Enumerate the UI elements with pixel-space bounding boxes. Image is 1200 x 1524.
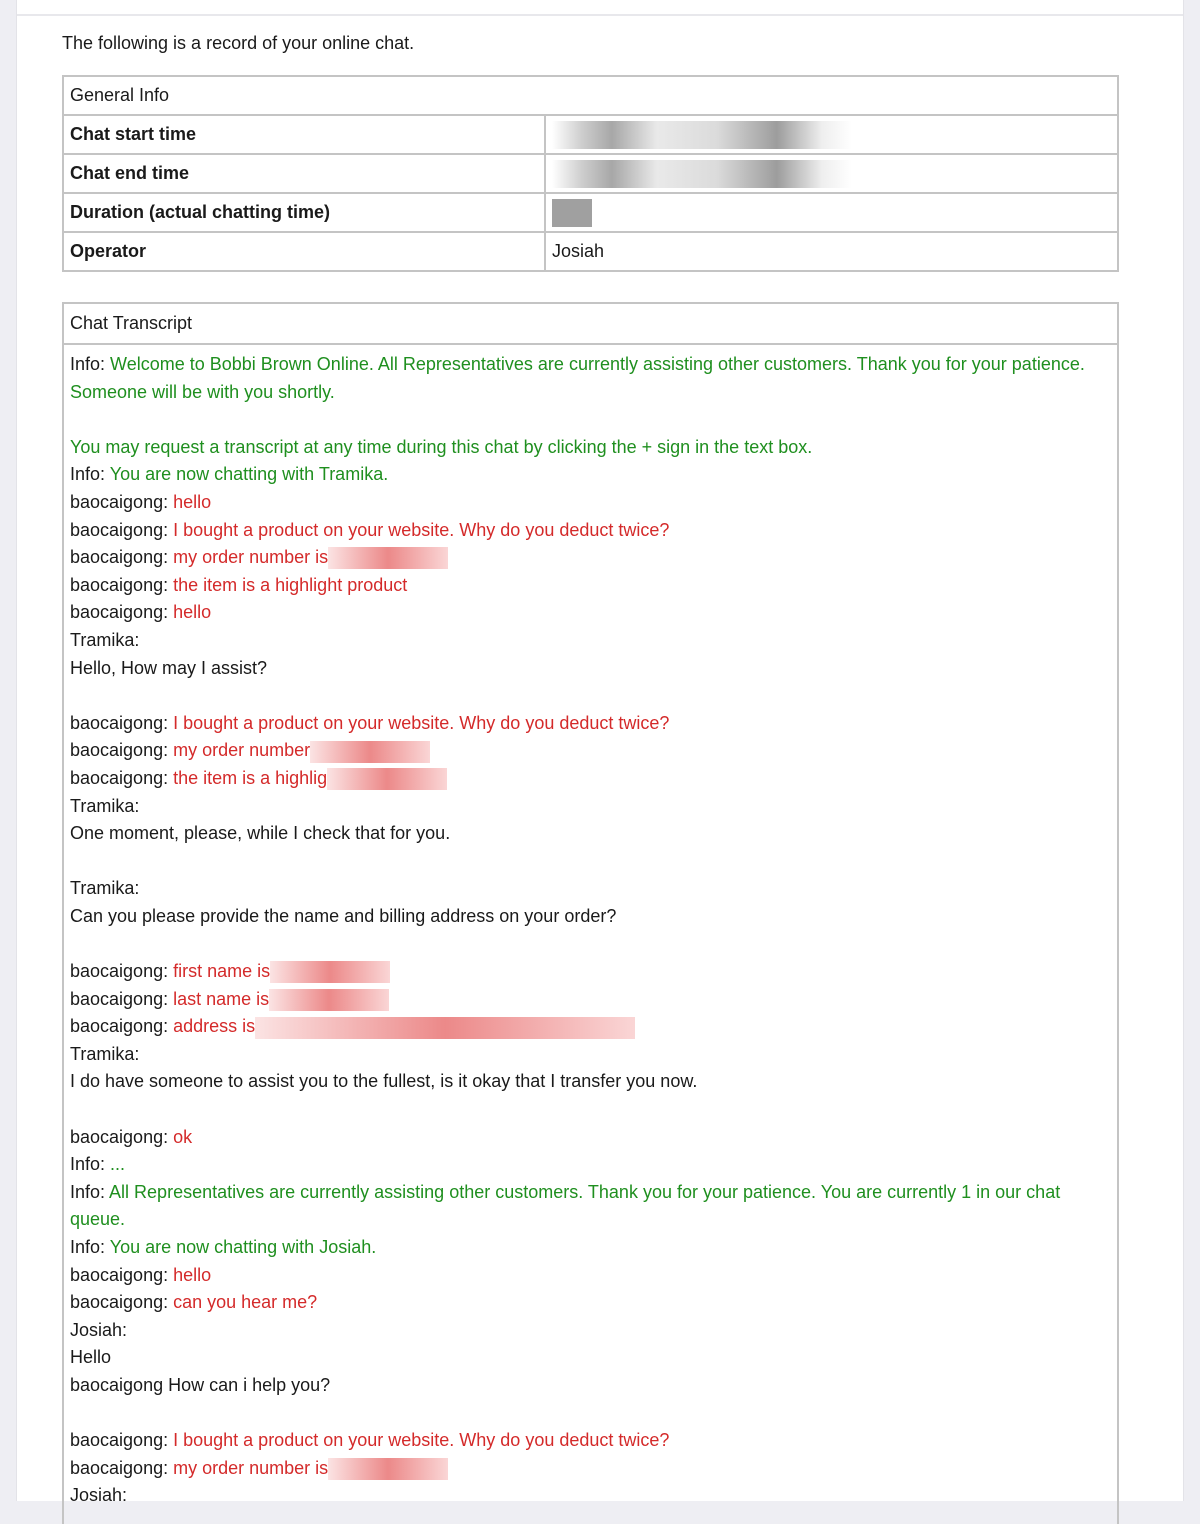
message-text: can you hear me?	[173, 1292, 318, 1313]
speaker-label: Info:	[70, 1181, 106, 1202]
speaker-label: baocaigong:	[70, 1016, 169, 1037]
message-text: hello	[173, 491, 212, 512]
transcript-line	[70, 627, 1111, 655]
speaker-label: baocaigong:	[70, 491, 169, 512]
message-text: Hello, How may I assist?	[70, 657, 268, 678]
message-text: ok	[173, 1126, 193, 1147]
transcript-line	[70, 434, 1111, 462]
speaker-label: baocaigong:	[70, 602, 169, 623]
info-row-operator	[63, 232, 1118, 271]
message-text: I bought a product on your website. Why do you deduct twice?	[173, 712, 670, 733]
message-text: my order number is	[173, 547, 329, 568]
speaker-label: baocaigong:	[70, 740, 169, 761]
transcript-line	[70, 572, 1111, 600]
info-value-redacted	[545, 115, 1118, 154]
message-text: You are now chatting with Josiah.	[109, 1237, 377, 1257]
transcript-line	[70, 793, 1111, 821]
transcript-line	[70, 1262, 1111, 1290]
message-text: last name is	[173, 988, 270, 1009]
transcript-line	[70, 1013, 1111, 1041]
message-text: address is	[173, 1016, 256, 1037]
transcript-line	[70, 461, 1111, 489]
transcript-line	[70, 710, 1111, 738]
transcript-line	[70, 655, 1111, 683]
speaker-label: baocaigong:	[70, 988, 169, 1009]
info-label: Chat start time	[63, 115, 545, 154]
transcript-line	[70, 1344, 1111, 1372]
transcript-line	[70, 765, 1111, 793]
top-bar	[17, 0, 1183, 16]
message-text: hello	[173, 602, 212, 623]
speaker-label: Info:	[70, 1237, 106, 1257]
redaction-mark	[552, 121, 852, 149]
transcript-title: Chat Transcript	[64, 304, 1117, 345]
redaction-mark	[327, 768, 447, 790]
transcript-line	[70, 820, 1111, 848]
message-text: You are now chatting with Tramika.	[109, 464, 389, 485]
redaction-mark	[328, 547, 448, 569]
speaker-label: baocaigong:	[70, 712, 169, 733]
transcript-line	[70, 1151, 1111, 1179]
transcript-line	[70, 1482, 1111, 1510]
transcript-body	[64, 345, 1117, 1510]
speaker-label: Josiah:	[70, 1485, 128, 1506]
message-text: my order number	[173, 740, 311, 761]
speaker-label: Tramika:	[70, 1043, 140, 1064]
intro-text: The following is a record of your online chat.	[62, 33, 415, 53]
transcript-line	[70, 958, 1111, 986]
speaker-label: Tramika:	[70, 878, 140, 899]
transcript-line	[70, 517, 1111, 545]
blank-line	[70, 1400, 1111, 1428]
speaker-label: Info:	[70, 464, 106, 485]
speaker-label: baocaigong:	[70, 1430, 169, 1451]
info-row-start-time	[63, 115, 1118, 154]
redaction-mark	[552, 199, 592, 227]
speaker-label: Josiah:	[70, 1319, 128, 1340]
speaker-label: Tramika:	[70, 795, 140, 816]
speaker-label: baocaigong:	[70, 767, 169, 788]
message-text: Welcome to Bobbi Brown Online. All Representatives are currently assisting other customers. Thank you for your patience. Someone will be with you shortly.	[70, 354, 1085, 402]
message-text: You may request a transcript at any time during this chat by clicking the + sign in the text box.	[70, 436, 813, 457]
speaker-label: baocaigong:	[70, 519, 169, 540]
transcript-line	[70, 986, 1111, 1014]
message-text: I bought a product on your website. Why do you deduct twice?	[173, 519, 670, 540]
info-row-duration	[63, 193, 1118, 232]
transcript-line	[70, 875, 1111, 903]
transcript-line	[70, 599, 1111, 627]
chat-record-page	[16, 0, 1184, 1506]
general-info-table	[62, 75, 1119, 272]
redaction-mark	[255, 1017, 635, 1039]
speaker-label: baocaigong:	[70, 547, 169, 568]
blank-line	[70, 1096, 1111, 1124]
info-label: Operator	[63, 232, 545, 271]
info-label: Chat end time	[63, 154, 545, 193]
redaction-mark	[552, 160, 852, 188]
transcript-line	[70, 1041, 1111, 1069]
message-text: Can you please provide the name and billing address on your order?	[70, 905, 617, 926]
speaker-label: baocaigong:	[70, 1457, 169, 1478]
message-text: ...	[110, 1154, 126, 1175]
message-text: All Representatives are currently assisting other customers. Thank you for your patience. You are currently 1 in our chat queue.	[70, 1181, 1061, 1230]
message-text: hello	[173, 1264, 212, 1285]
transcript-line	[70, 1179, 1111, 1234]
blank-line	[70, 848, 1111, 876]
transcript-line	[70, 489, 1111, 517]
speaker-label: baocaigong:	[70, 1264, 169, 1285]
message-text: One moment, please, while I check that for you.	[70, 823, 451, 844]
chat-transcript	[62, 302, 1119, 1524]
transcript-line	[70, 1234, 1111, 1262]
redaction-mark	[270, 961, 390, 983]
general-info-title: General Info	[63, 76, 1118, 115]
transcript-line	[70, 1455, 1111, 1483]
redaction-mark	[269, 989, 389, 1011]
transcript-line	[70, 1068, 1111, 1096]
transcript-line	[70, 737, 1111, 765]
redaction-mark	[328, 1458, 448, 1480]
message-text: I do have someone to assist you to the fullest, is it okay that I transfer you now.	[70, 1071, 698, 1092]
transcript-line	[70, 1124, 1111, 1152]
info-row-end-time	[63, 154, 1118, 193]
transcript-line	[70, 1317, 1111, 1345]
transcript-line	[70, 1372, 1111, 1400]
info-value-redacted	[545, 154, 1118, 193]
message-text: baocaigong How can i help you?	[70, 1374, 331, 1395]
speaker-label: Info:	[70, 1154, 106, 1175]
info-value-operator: Josiah	[545, 232, 1118, 271]
speaker-label: Tramika:	[70, 629, 140, 650]
transcript-line	[70, 1289, 1111, 1317]
transcript-line	[70, 1427, 1111, 1455]
redaction-mark	[310, 741, 430, 763]
blank-line	[70, 406, 1111, 434]
speaker-label: baocaigong:	[70, 574, 169, 595]
message-text: I bought a product on your website. Why do you deduct twice?	[173, 1430, 670, 1451]
blank-line	[70, 682, 1111, 710]
speaker-label: baocaigong:	[70, 1126, 169, 1147]
blank-line	[70, 930, 1111, 958]
transcript-line	[70, 544, 1111, 572]
info-label: Duration (actual chatting time)	[63, 193, 545, 232]
message-text: first name is	[173, 961, 271, 982]
transcript-line	[70, 903, 1111, 931]
message-text: Hello	[70, 1347, 112, 1368]
speaker-label: baocaigong:	[70, 1292, 169, 1313]
speaker-label: Info:	[70, 354, 106, 374]
message-text: the item is a highlight product	[173, 574, 408, 595]
transcript-line	[70, 351, 1111, 406]
message-text: my order number is	[173, 1457, 329, 1478]
message-text: the item is a highlig	[173, 767, 328, 788]
speaker-label: baocaigong:	[70, 961, 169, 982]
info-value-redacted	[545, 193, 1118, 232]
